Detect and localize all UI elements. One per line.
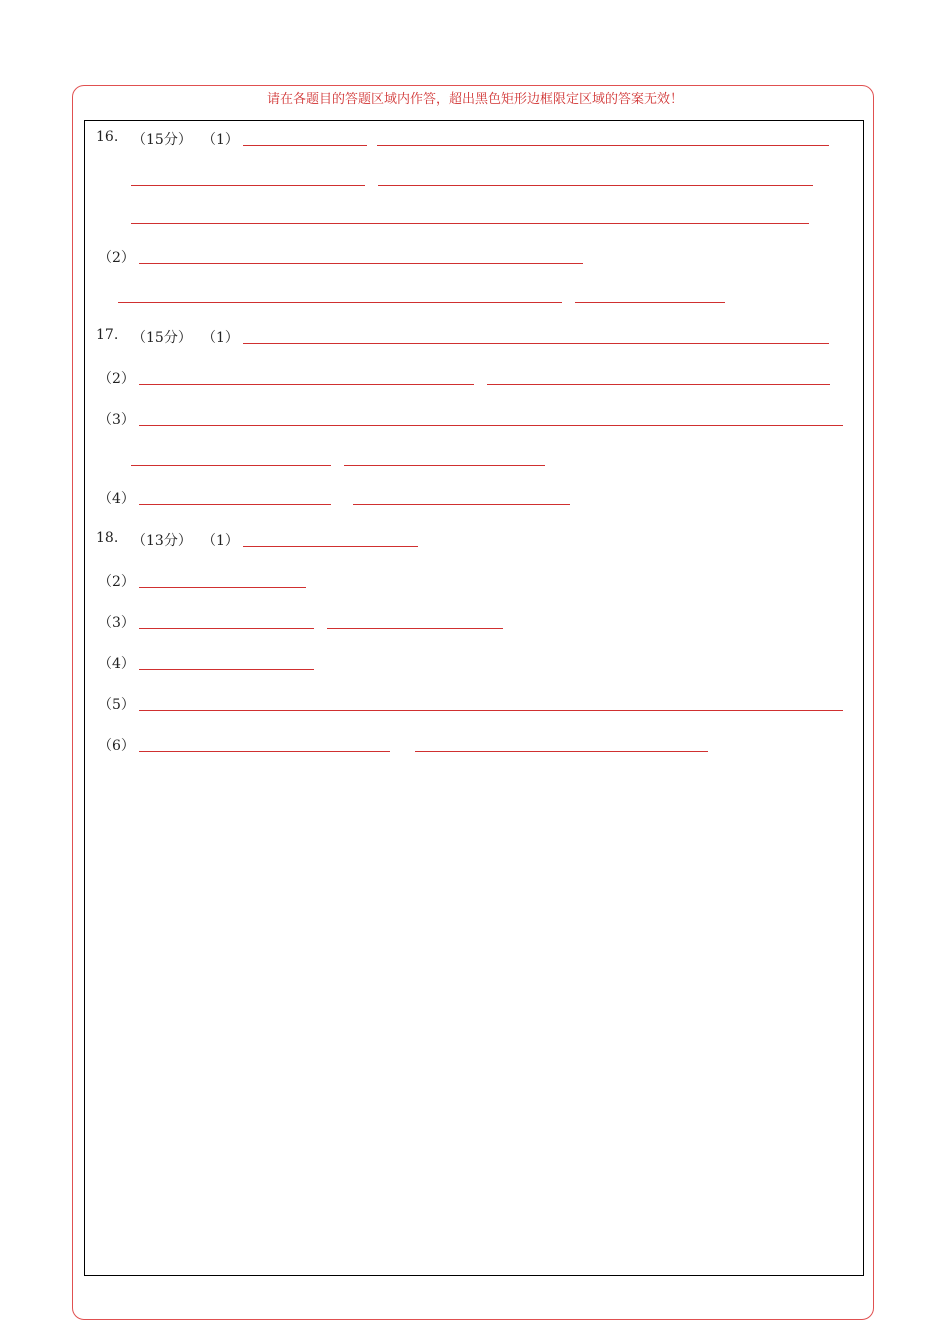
q17-p4-blank[interactable] (353, 504, 570, 505)
q16-p2-blank[interactable] (118, 302, 562, 303)
q17-p2-blank[interactable] (487, 384, 830, 385)
q18-p6-blank[interactable] (139, 751, 390, 752)
q18-number: 18. (96, 530, 119, 546)
q17-p1-blank[interactable] (243, 343, 829, 344)
q18-p6-blank[interactable] (415, 751, 708, 752)
q16-score: （15分） (132, 132, 192, 148)
answer-area-frame (84, 120, 864, 1276)
q17-p2-blank[interactable] (139, 384, 474, 385)
q16-part1-label: （1） (202, 132, 239, 148)
q18-part4-label: （4） (98, 656, 135, 672)
q18-p3-blank[interactable] (139, 628, 314, 629)
q16-p1-blank[interactable] (131, 185, 365, 186)
q18-part5-label: （5） (98, 697, 135, 713)
q16-p2-blank[interactable] (575, 302, 725, 303)
q16-number: 16. (96, 129, 119, 145)
q18-p1-blank[interactable] (243, 546, 418, 547)
q16-p2-blank[interactable] (139, 263, 583, 264)
q17-number: 17. (96, 327, 119, 343)
q16-p1-blank[interactable] (377, 145, 829, 146)
q18-part1-label: （1） (202, 533, 239, 549)
q16-part2-label: （2） (98, 250, 135, 266)
q18-part2-label: （2） (98, 574, 135, 590)
q18-p5-blank[interactable] (139, 710, 843, 711)
answer-area-warning: 请在各题目的答题区域内作答，超出黑色矩形边框限定区域的答案无效！ (266, 92, 683, 107)
q17-p3-blank[interactable] (139, 425, 843, 426)
q18-p3-blank[interactable] (327, 628, 503, 629)
q17-part2-label: （2） (98, 371, 135, 387)
q16-p1-blank[interactable] (243, 145, 367, 146)
q16-p1-blank[interactable] (378, 185, 813, 186)
q18-score: （13分） (132, 533, 192, 549)
q17-p4-blank[interactable] (139, 504, 331, 505)
q17-score: （15分） (132, 330, 192, 346)
q17-part4-label: （4） (98, 491, 135, 507)
q17-p3-blank[interactable] (344, 465, 545, 466)
q18-part3-label: （3） (98, 615, 135, 631)
q17-p3-blank[interactable] (131, 465, 331, 466)
q17-part1-label: （1） (202, 330, 239, 346)
q16-p1-blank[interactable] (131, 223, 809, 224)
q18-p4-blank[interactable] (139, 669, 314, 670)
q18-p2-blank[interactable] (139, 587, 306, 588)
q18-part6-label: （6） (98, 738, 135, 754)
q17-part3-label: （3） (98, 412, 135, 428)
